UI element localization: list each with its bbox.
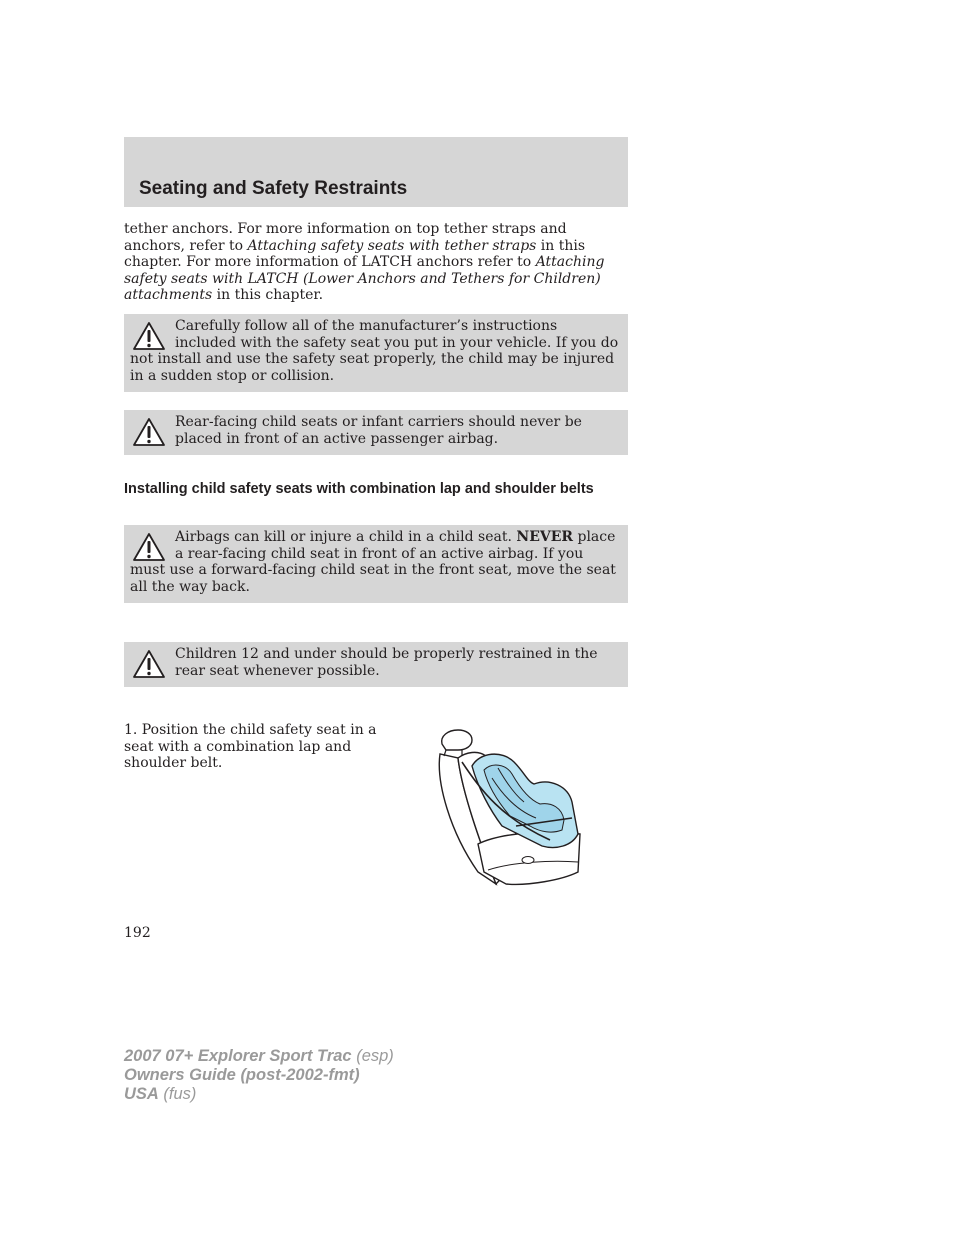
warning-text-1: Carefully follow all of the manufacturer’s instructions included with the safety seat you put in your vehicle. If you do not install and use the safety seat properly, the child may be injured in a sudden stop or collision. bbox=[130, 318, 619, 384]
warning-box-2 bbox=[124, 410, 628, 455]
footer-document-info bbox=[124, 1047, 394, 1104]
warning-triangle-icon bbox=[132, 417, 166, 447]
section-title: Seating and Safety Restraints bbox=[139, 178, 408, 199]
warning-text-3 bbox=[130, 529, 620, 595]
warning-box-1 bbox=[124, 314, 628, 392]
intro-text-1: tether anchors. For more information on top tether straps and anchors, refer to bbox=[124, 221, 567, 254]
child-safety-seat-illustration bbox=[432, 722, 588, 890]
footer-line1-bold: 2007 07+ Explorer Sport Trac bbox=[124, 1047, 352, 1065]
intro-text-2: in this chapter. For more information of LATCH anchors refer to bbox=[124, 237, 586, 270]
warning-box-3 bbox=[124, 525, 628, 603]
intro-italic-1: Attaching safety seats with tether straps bbox=[247, 237, 537, 254]
warning-triangle-icon bbox=[132, 321, 166, 351]
warning-triangle-icon bbox=[132, 532, 166, 562]
footer-line1-normal: (esp) bbox=[351, 1047, 394, 1065]
warning-text-4: Children 12 and under should be properly restrained in the rear seat whenever possible. bbox=[175, 646, 598, 679]
warning-box-4 bbox=[124, 642, 628, 687]
intro-paragraph bbox=[124, 221, 628, 304]
footer-line2-bold: Owners Guide (post-2002-fmt) bbox=[124, 1066, 360, 1084]
page-number: 192 bbox=[124, 925, 151, 941]
warning-text-3-post: place a rear-facing child seat in front of an active airbag. If you must use a forward-facing child seat in the front seat, move the seat all the way back. bbox=[130, 529, 616, 595]
warning-triangle-icon bbox=[132, 649, 166, 679]
warning-text-2: Rear-facing child seats or infant carriers should never be placed in front of an active passenger airbag. bbox=[175, 414, 582, 447]
footer-line3-bold: USA bbox=[124, 1085, 159, 1103]
header-band bbox=[124, 137, 628, 207]
step-1-text: 1. Position the child safety seat in a seat with a combination lap and shoulder belt. bbox=[124, 722, 377, 771]
warning-text-3-pre: Airbags can kill or injure a child in a child seat. bbox=[175, 529, 517, 545]
footer-line3-normal: (fus) bbox=[158, 1085, 197, 1103]
warning-text-3-bold: NEVER bbox=[516, 529, 574, 545]
intro-italic-2: Attaching safety seats with LATCH (Lower Anchors and Tethers for Children) attachments bbox=[124, 254, 605, 303]
subheading: Installing child safety seats with combination lap and shoulder belts bbox=[124, 481, 594, 497]
intro-text-3: in this chapter. bbox=[212, 287, 324, 303]
